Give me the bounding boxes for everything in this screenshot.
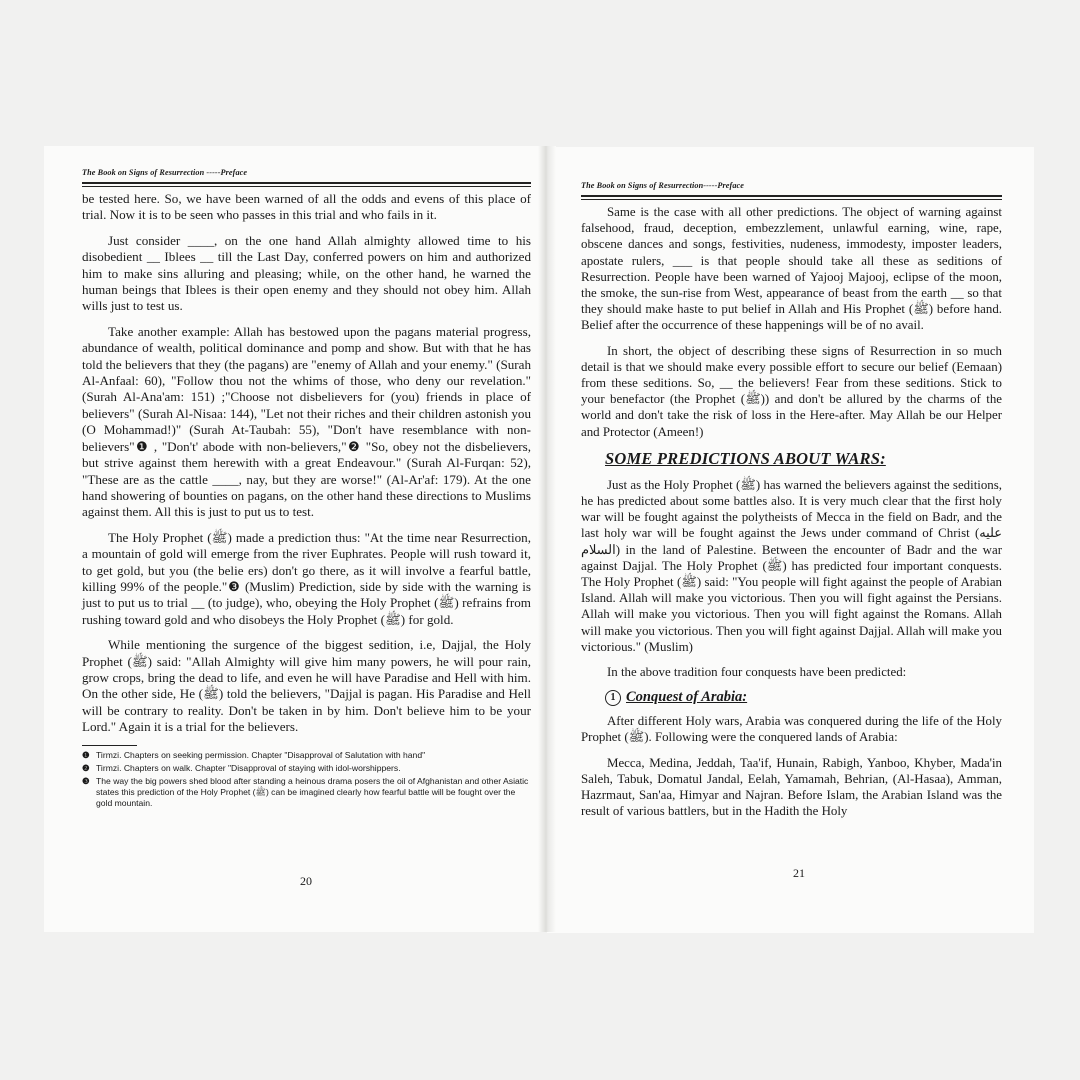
header-rule: [82, 182, 531, 187]
footnote: [82, 763, 531, 774]
circled-number-icon: 1: [605, 690, 621, 706]
footnote-marker: ❸: [82, 775, 90, 786]
paragraph: Mecca, Medina, Jeddah, Taa'if, Hunain, Rabigh, Yanboo, Khyber, Mada'in Saleh, Tabuk, Domatul Jandal, Eelah, Yamamah, Behrian, (Al-Hasaa), Amman, Hazrmaut, San'aa, Himyar and Najran. Before Islam, the Arabian Island was the result of various battlers, but in the Hadith the Holy: [581, 755, 1002, 819]
book-gutter: [538, 146, 556, 932]
footnote: [82, 750, 531, 761]
paragraph: While mentioning the surgence of the biggest sedition, i.e, Dajjal, the Holy Prophet (ﷺ) said: "Allah Almighty will give him many powers, he will pour rain, grow crops, bring the dead to life, and even he will have Paradise and Hell with him. On the other side, He (ﷺ) told the believers, "Dajjal is pagan. His Paradise and Hell will be contrary to reality. Don't be taken in by him. Don't believe him to be your Lord." Again it is a trial for the believers.: [82, 637, 531, 735]
paragraph: Just consider ____, on the one hand Allah almighty allowed time to his disobedient __ Iblees __ till the Last Day, conferred powers on him and authorized him to make sins alluring and pleasing; while, on the other hand, he warned the human beings that Iblees is their open enemy and they should not obey him. Allah wills just to test us.: [82, 232, 531, 314]
footnote-rule: [82, 745, 137, 746]
subsection-title: Conquest of Arabia:: [626, 689, 748, 706]
running-head: The Book on Signs of Resurrection-----Preface: [581, 181, 745, 190]
right-body-text: [581, 204, 1002, 820]
left-body-text: [82, 191, 531, 736]
paragraph: Same is the case with all other predictions. The object of warning against falsehood, fraud, deception, embezzlement, unlawful earning, wine, rape, obscene dances and songs, festivities, nudeness, immodesty, imposter leaders, apostate rulers, ___ is that people should take all these as seditions of Resurrection. People have been warned of Yajooj Majooj, eclipse of the moon, the smoke, the sun-rise from West, appearance of beast from the earth __ so that they should make haste to put belief in Allah and His Prophet (ﷺ) before hand. Belief after the occurrence of these happenings will be of no avail.: [581, 205, 1003, 333]
paragraph: The Holy Prophet (ﷺ) made a prediction thus: "At the time near Resurrection, a mountain of gold will emerge from the river Euphrates. People will rush toward it, to get gold, but you (the belie ers) don't go there, as it will involve a fearful battle, killing 99% of the people."❸ (Muslim) Prediction, side by side with the warning is just to put us to trial __ (to judge), who, obeying the Holy Prophet (ﷺ) refrains from rushing toward gold and who disobeys the Holy Prophet (ﷺ) for gold.: [82, 529, 531, 627]
footnote-marker: ❶: [82, 749, 90, 760]
page-number: 21: [793, 866, 805, 880]
footnote-text: The way the big powers shed blood after standing a heinous drama posers the oil of Afghanistan and other Asiatic states this prediction of the Holy Prophet (ﷺ) can be imagined clearly how fearful battle will be fought over the gold mountain.: [96, 775, 529, 808]
left-page: [44, 146, 547, 932]
paragraph: In short, the object of describing these signs of Resurrection in so much detail is that we should make every possible effort to secure our belief (Eemaan) from these seditions. So, __ the believers! Fear from these seditions. Stick to your benefactor (the Prophet (ﷺ)) and don't be allured by the charms of the world and don't take the risk of loss in the Here-after. May Allah be our Helper and Protector (Ameen!): [581, 343, 1002, 439]
page-number: 20: [300, 874, 312, 888]
section-heading: SOME PREDICTIONS ABOUT WARS:: [605, 448, 886, 468]
header-rule: [581, 195, 1002, 200]
footnote-text: Tirmzi. Chapters on seeking permission. Chapter "Disapproval of Salutation with hand": [96, 749, 426, 760]
footnotes: [82, 750, 531, 809]
paragraph: be tested here. So, we have been warned of all the odds and evens of this place of trial. Now it is to be seen who passes in this trial and who fails in it.: [82, 191, 531, 223]
paragraph: Take another example: Allah has bestowed upon the pagans material progress, abundance of wealth, political dominance and pomp and show. But with that he has told the believers that they (the pagans) are "enemy of Allah and your enemy." (Surah Al-Anfaal: 60), "Follow thou not the whims of those, who deny our revelation." (Surah Al-Ana'am: 151) ;"Choose not disbelievers for (you) friends in place of believers" (Surah Al-Nisaa: 144), "Let not their riches and their children astonish you (O Mohammad!)" (Surah At-Taubah: 55), "Don't have resemblance with non-believers"❶ , "Don't' abode with non-believers,"❷ "So, obey not the disbelievers, but strive against them herewith with a great Endeavour." (Surah Al-Furqan: 52), "These are as the cattle ____, nay, but they are worse!" (Al-Ar'af: 179). At the one hand showering of bounties on pagans, on the other hand these directions to Muslims against them. All this is just to put us to test.: [82, 323, 531, 520]
paragraph: Just as the Holy Prophet (ﷺ) has warned the believers against the seditions, he has predicted about some battles also. It is very much clear that the first holy war will be fought against the polytheists of Mecca in the field on Badr, and the last holy war will be fought against the Jews under command of Christ (عليه السلام) in the land of Palestine. Between the encounter of Badr and the war against Dajjal. The Holy Prophet (ﷺ) has predicted four important conquests. The Holy Prophet (ﷺ) said: "You people will fight against the people of Arabian Island. Allah will make you victorious. Then you will fight against the Persians. Allah will make you victorious. Then you will fight against the Romans. Allah will make you victorious. Then you will fight against Dajjal. Allah will make you victorious." (Muslim): [581, 477, 1002, 654]
footnote-text: Tirmzi. Chapters on walk. Chapter "Disapproval of staying with idol-worshippers.: [96, 762, 401, 773]
footnote-marker: ❷: [82, 762, 90, 773]
right-page: [547, 147, 1034, 933]
footnote: [82, 776, 531, 809]
running-head: The Book on Signs of Resurrection -----Preface: [82, 168, 248, 177]
subsection-heading: [605, 689, 1002, 706]
paragraph: In the above tradition four conquests have been predicted:: [607, 665, 907, 680]
paragraph: After different Holy wars, Arabia was conquered during the life of the Holy Prophet (ﷺ). Following were the conquered lands of Arabia:: [581, 714, 1002, 745]
